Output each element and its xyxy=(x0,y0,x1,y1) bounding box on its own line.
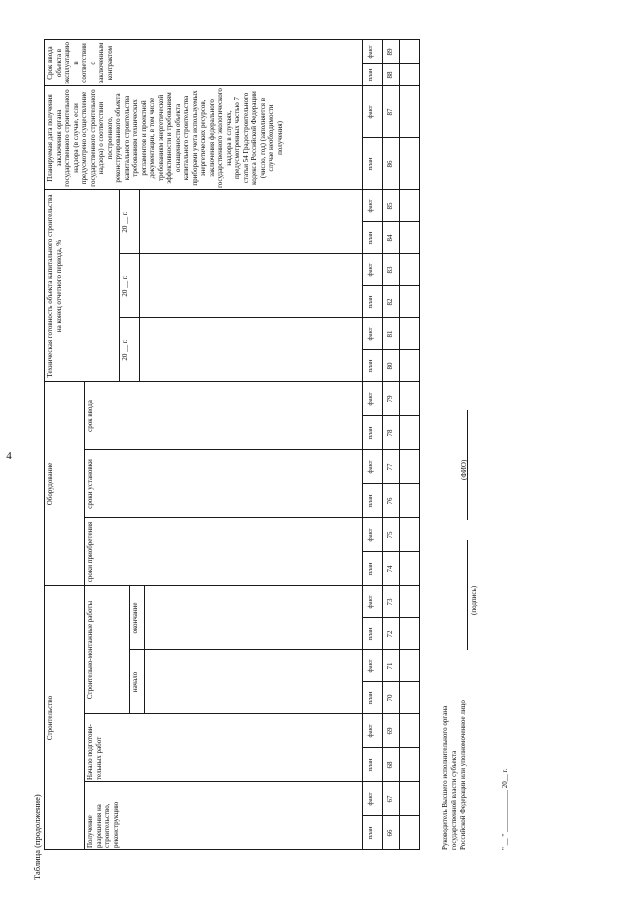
permit-header: Получение разрешения на строительство, реконструкцию xyxy=(86,801,120,848)
fact-label: факт xyxy=(367,792,374,806)
column-number: 69 xyxy=(386,727,394,735)
fact-label: факт xyxy=(367,724,374,738)
plan-label: план xyxy=(367,691,374,705)
column-number: 87 xyxy=(386,108,394,116)
column-number: 70 xyxy=(386,694,394,702)
plan-label: план xyxy=(367,231,374,245)
column-number: 85 xyxy=(386,202,394,210)
equipment-divider xyxy=(84,381,85,586)
table-right-border xyxy=(44,39,420,40)
year-1-header: 20 __ г. xyxy=(121,339,129,361)
year-3-header: 20 __ г. xyxy=(121,211,129,233)
year-divider xyxy=(139,189,140,382)
fact-label: факт xyxy=(367,327,374,341)
column-number: 81 xyxy=(386,330,394,338)
plan-fact-top xyxy=(362,39,363,850)
column-number: 67 xyxy=(386,795,394,803)
plan-label: план xyxy=(367,562,374,576)
table-left-border xyxy=(44,849,420,850)
fact-label: факт xyxy=(367,105,374,119)
rotated-sheet xyxy=(26,30,626,880)
column-number: 73 xyxy=(386,598,394,606)
signature-label: (подпись) xyxy=(470,585,478,615)
smr-start-header: начало xyxy=(131,671,139,693)
conclusion-header: Планируемая дата получения заключения органа государственного строительного надзора (в случае, если предусмотрено осуществление государственного строительного надзора) о соответствии построенного, реконструированного объекта капитального строительства требованиям технических регламентов и проектной документации, в том числе требованиям энергетической эффективности и требованиям оснащенности объекта капитального строительства приборами учета используемых энергетических ресурсов, заключения федерального государственного экологического надзора в случаях, предусмотренных частью 7 статьи 54 Градостроительного кодекса Российской Федерации (число, год) (заполняется в случае необходимости получения) xyxy=(46,88,284,188)
signatory-title xyxy=(441,700,468,850)
column-number: 68 xyxy=(386,761,394,769)
column-number: 86 xyxy=(386,160,394,168)
plan-label: план xyxy=(367,68,374,82)
equipment-commission-header: срок ввода xyxy=(86,400,94,432)
fact-label: факт xyxy=(367,263,374,277)
plan-label: план xyxy=(367,426,374,440)
plan-label: план xyxy=(367,758,374,772)
page-number: 4 xyxy=(6,450,12,462)
column-number: 88 xyxy=(386,71,394,79)
plan-label: план xyxy=(367,627,374,641)
column-number: 82 xyxy=(386,298,394,306)
column-number: 79 xyxy=(386,395,394,403)
fact-label: факт xyxy=(367,392,374,406)
column-number: 77 xyxy=(386,463,394,471)
column-number: 76 xyxy=(386,497,394,505)
plan-label: план xyxy=(367,494,374,508)
construction-header: Строительство xyxy=(46,695,54,741)
fact-label: факт xyxy=(367,460,374,474)
column-number: 80 xyxy=(386,362,394,370)
commission-header: Срок ввода объекта в эксплуатацию в соответствии с заключенным контрактом xyxy=(46,42,114,84)
table-bottom-border xyxy=(419,39,420,850)
prep-start-header: Начало подготови-тельных работ xyxy=(86,724,103,780)
readiness-divider xyxy=(119,189,120,382)
column-number: 83 xyxy=(386,266,394,274)
fact-label: факт xyxy=(367,595,374,609)
plan-label: план xyxy=(367,295,374,309)
numbers-bottom xyxy=(399,39,400,850)
signatory-line-1: Руководитель Высшего исполнительного органа xyxy=(441,705,449,850)
install-header: сроки установки xyxy=(86,459,94,509)
fact-label: факт xyxy=(367,528,374,542)
equipment-header: Оборудование xyxy=(46,462,54,506)
construction-divider xyxy=(84,585,85,850)
smr-end-header: окончание xyxy=(131,602,139,634)
signatory-line-2: государственной власти субъекта xyxy=(450,750,458,850)
column-number: 71 xyxy=(386,662,394,670)
plan-label: план xyxy=(367,826,374,840)
readiness-header: Техническая готовность объекта капитального строительства на конец отчетного периода, % xyxy=(46,194,63,378)
column-number: 78 xyxy=(386,429,394,437)
fact-label: факт xyxy=(367,659,374,673)
column-number: 66 xyxy=(386,829,394,837)
smr-header: Строительно-монтажные работы xyxy=(86,600,94,700)
table-top-border xyxy=(44,39,45,850)
signatory-line-3: Российской Федерации или уполномоченное лицо xyxy=(459,700,467,850)
date-line: " __ " ____________ 20__ г. xyxy=(501,768,509,850)
name-label: (ФИО) xyxy=(460,459,468,480)
purchase-header: сроки приобретения xyxy=(86,521,94,583)
numbers-top xyxy=(382,39,383,850)
column-number: 84 xyxy=(386,234,394,242)
fact-label: факт xyxy=(367,45,374,59)
smr-sub-divider xyxy=(144,585,145,714)
plan-label: план xyxy=(367,359,374,373)
signature-line xyxy=(467,540,468,650)
column-number: 89 xyxy=(386,48,394,56)
column-number: 74 xyxy=(386,565,394,573)
continuation-table xyxy=(44,40,419,850)
column-number: 72 xyxy=(386,630,394,638)
year-2-header: 20 __ г. xyxy=(121,275,129,297)
plan-label: план xyxy=(367,157,374,171)
fact-label: факт xyxy=(367,199,374,213)
table-caption: Таблица (продолжение) xyxy=(32,794,42,880)
column-number: 75 xyxy=(386,531,394,539)
